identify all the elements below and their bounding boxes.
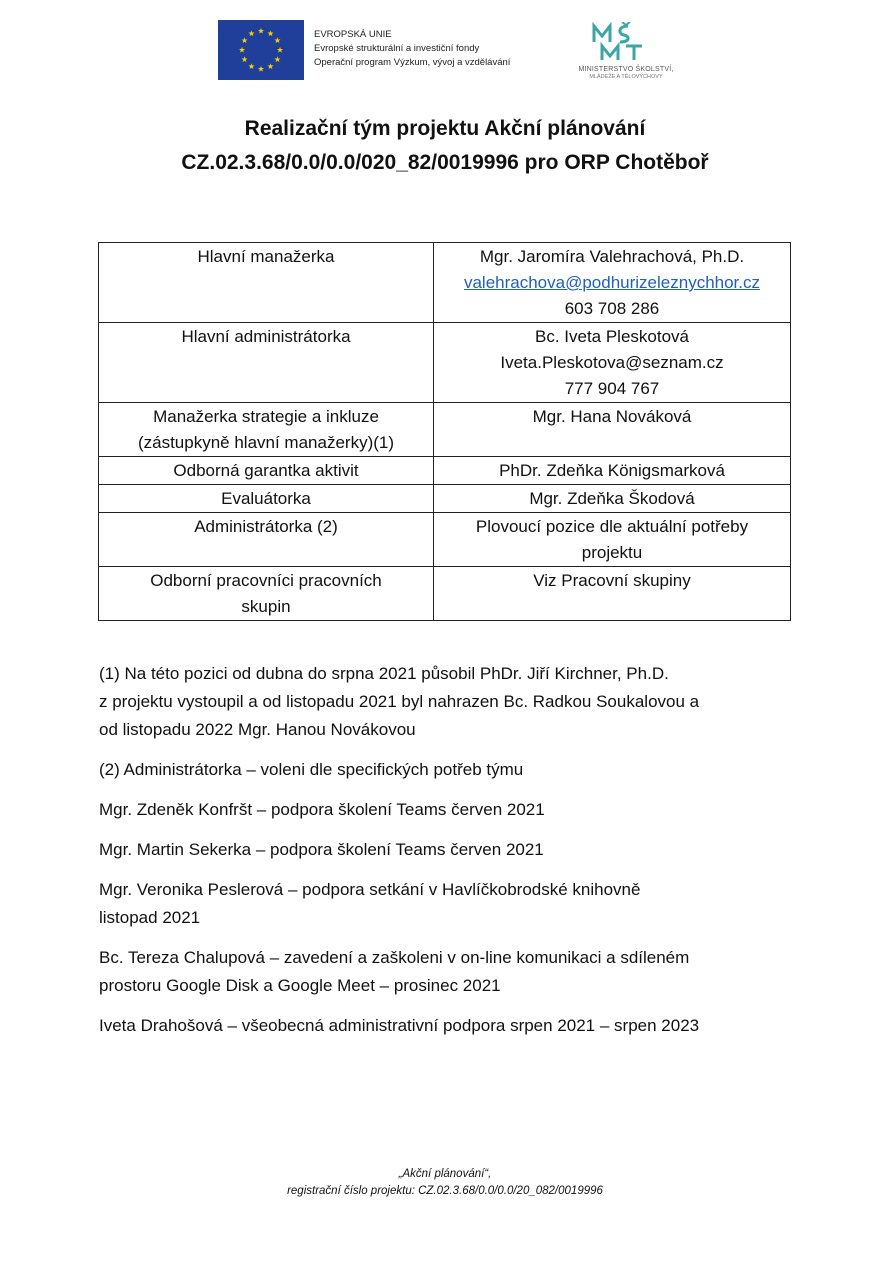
- eu-star-icon: [242, 56, 248, 62]
- person-text: projektu: [581, 543, 643, 562]
- note-line: Bc. Tereza Chalupová – zavedení a zaškoleni v on-line komunikaci a sdíleném: [99, 948, 690, 967]
- eu-star-icon: [258, 28, 264, 34]
- eu-star-icon: [274, 56, 280, 62]
- eu-line: EVROPSKÁ UNIE: [314, 29, 392, 40]
- person-cell: [434, 513, 791, 567]
- msmt-logo: [568, 22, 684, 82]
- email-text: Iveta.Pleskotova@seznam.cz: [500, 353, 724, 372]
- person-cell: [434, 323, 791, 403]
- person-text: Bc. Iveta Pleskotová: [534, 327, 690, 346]
- table-row: [99, 457, 791, 485]
- person-text: Mgr. Hana Nováková: [532, 407, 692, 426]
- eu-star-icon: [274, 37, 280, 43]
- eu-text: [314, 28, 510, 70]
- eu-line: Operační program Výzkum, vývoj a vzdělávání: [314, 57, 511, 68]
- note-line: od listopadu 2022 Mgr. Hanou Novákovou: [99, 720, 416, 739]
- role-text: Odborní pracovníci pracovních: [150, 571, 382, 590]
- person-text: Mgr. Jaromíra Valehrachová, Ph.D.: [479, 247, 745, 266]
- notes-section: [99, 660, 799, 1052]
- eu-stars-icon: [218, 20, 304, 80]
- note-line: prostoru Google Disk a Google Meet – prosinec 2021: [99, 976, 501, 995]
- note-line: listopad 2021: [99, 908, 201, 927]
- page-footer: [0, 1166, 890, 1200]
- table-row: [99, 567, 791, 621]
- person-cell: [434, 485, 791, 513]
- title-line-1: Realizační tým projektu Akční plánování: [244, 117, 646, 140]
- table-row: [99, 403, 791, 457]
- msmt-mark-icon: [588, 22, 658, 64]
- header-logos: [0, 18, 890, 82]
- table-row: [99, 513, 791, 567]
- role-text: Evaluátorka: [221, 489, 311, 508]
- role-text: skupin: [241, 597, 291, 616]
- title-line-2: CZ.02.3.68/0.0/0.0/020_82/0019996 pro ORP Chotěboř: [181, 151, 709, 174]
- eu-star-icon: [267, 30, 273, 36]
- note-paragraph: [99, 796, 799, 824]
- person-cell: [434, 243, 791, 323]
- person-text: Plovoucí pozice dle aktuální potřeby: [475, 517, 749, 536]
- role-cell: [99, 457, 434, 485]
- role-text: Administrátorka (2): [194, 517, 338, 536]
- note-line: Iveta Drahošová – všeobecná administrativní podpora srpen 2021 – srpen 2023: [99, 1016, 700, 1035]
- person-cell: [434, 457, 791, 485]
- note-paragraph: [99, 876, 799, 932]
- eu-line: Evropské strukturální a investiční fondy: [314, 43, 480, 54]
- note-line: (1) Na této pozici od dubna do srpna 2021 působil PhDr. Jiří Kirchner, Ph.D.: [99, 664, 669, 683]
- role-cell: [99, 243, 434, 323]
- phone-text: 777 904 767: [564, 379, 660, 398]
- msmt-subname: MLÁDEŽE A TĚLOVÝCHOVY: [589, 74, 663, 80]
- note-line: Mgr. Zdeněk Konfršt – podpora školení Teams červen 2021: [99, 800, 545, 819]
- eu-star-icon: [267, 63, 273, 69]
- eu-star-icon: [277, 47, 283, 53]
- msmt-name: MINISTERSTVO ŠKOLSTVÍ,: [578, 66, 674, 73]
- eu-flag-icon: [218, 20, 304, 80]
- phone-text: 603 708 286: [564, 299, 660, 318]
- person-cell: [434, 403, 791, 457]
- page-title: [0, 112, 890, 180]
- note-paragraph: [99, 756, 799, 784]
- email-link[interactable]: valehrachova@podhurizeleznychhor.cz: [463, 273, 761, 292]
- team-table: [98, 242, 791, 621]
- role-text: Hlavní manažerka: [197, 247, 335, 266]
- person-text: PhDr. Zdeňka Königsmarková: [499, 461, 725, 480]
- person-text: Mgr. Zdeňka Škodová: [529, 489, 695, 508]
- role-text: (zástupkyně hlavní manažerky)(1): [137, 433, 395, 452]
- table-row: [99, 323, 791, 403]
- eu-star-icon: [248, 63, 254, 69]
- eu-star-icon: [242, 37, 248, 43]
- footer-line-1: „Akční plánování“,: [398, 1168, 492, 1180]
- role-cell: [99, 323, 434, 403]
- note-paragraph: [99, 836, 799, 864]
- role-cell: [99, 403, 434, 457]
- role-cell: [99, 513, 434, 567]
- person-cell: [434, 567, 791, 621]
- role-cell: [99, 567, 434, 621]
- footer-line-2: registrační číslo projektu: CZ.02.3.68/0.0/0.0/20_082/0019996: [287, 1185, 603, 1197]
- note-paragraph: [99, 660, 799, 744]
- eu-star-icon: [248, 30, 254, 36]
- role-text: Odborná garantka aktivit: [173, 461, 359, 480]
- note-paragraph: [99, 944, 799, 1000]
- role-cell: [99, 485, 434, 513]
- note-line: Mgr. Veronika Peslerová – podpora setkání v Havlíčkobrodské knihovně: [99, 880, 641, 899]
- eu-star-icon: [239, 47, 245, 53]
- eu-star-icon: [258, 66, 264, 72]
- table-row: [99, 243, 791, 323]
- note-paragraph: [99, 1012, 799, 1040]
- person-text: Viz Pracovní skupiny: [533, 571, 691, 590]
- note-line: Mgr. Martin Sekerka – podpora školení Teams červen 2021: [99, 840, 544, 859]
- note-line: z projektu vystoupil a od listopadu 2021 byl nahrazen Bc. Radkou Soukalovou a: [99, 692, 700, 711]
- table-row: [99, 485, 791, 513]
- note-line: (2) Administrátorka – voleni dle specifických potřeb týmu: [99, 760, 524, 779]
- role-text: Manažerka strategie a inkluze: [153, 407, 379, 426]
- role-text: Hlavní administrátorka: [181, 327, 351, 346]
